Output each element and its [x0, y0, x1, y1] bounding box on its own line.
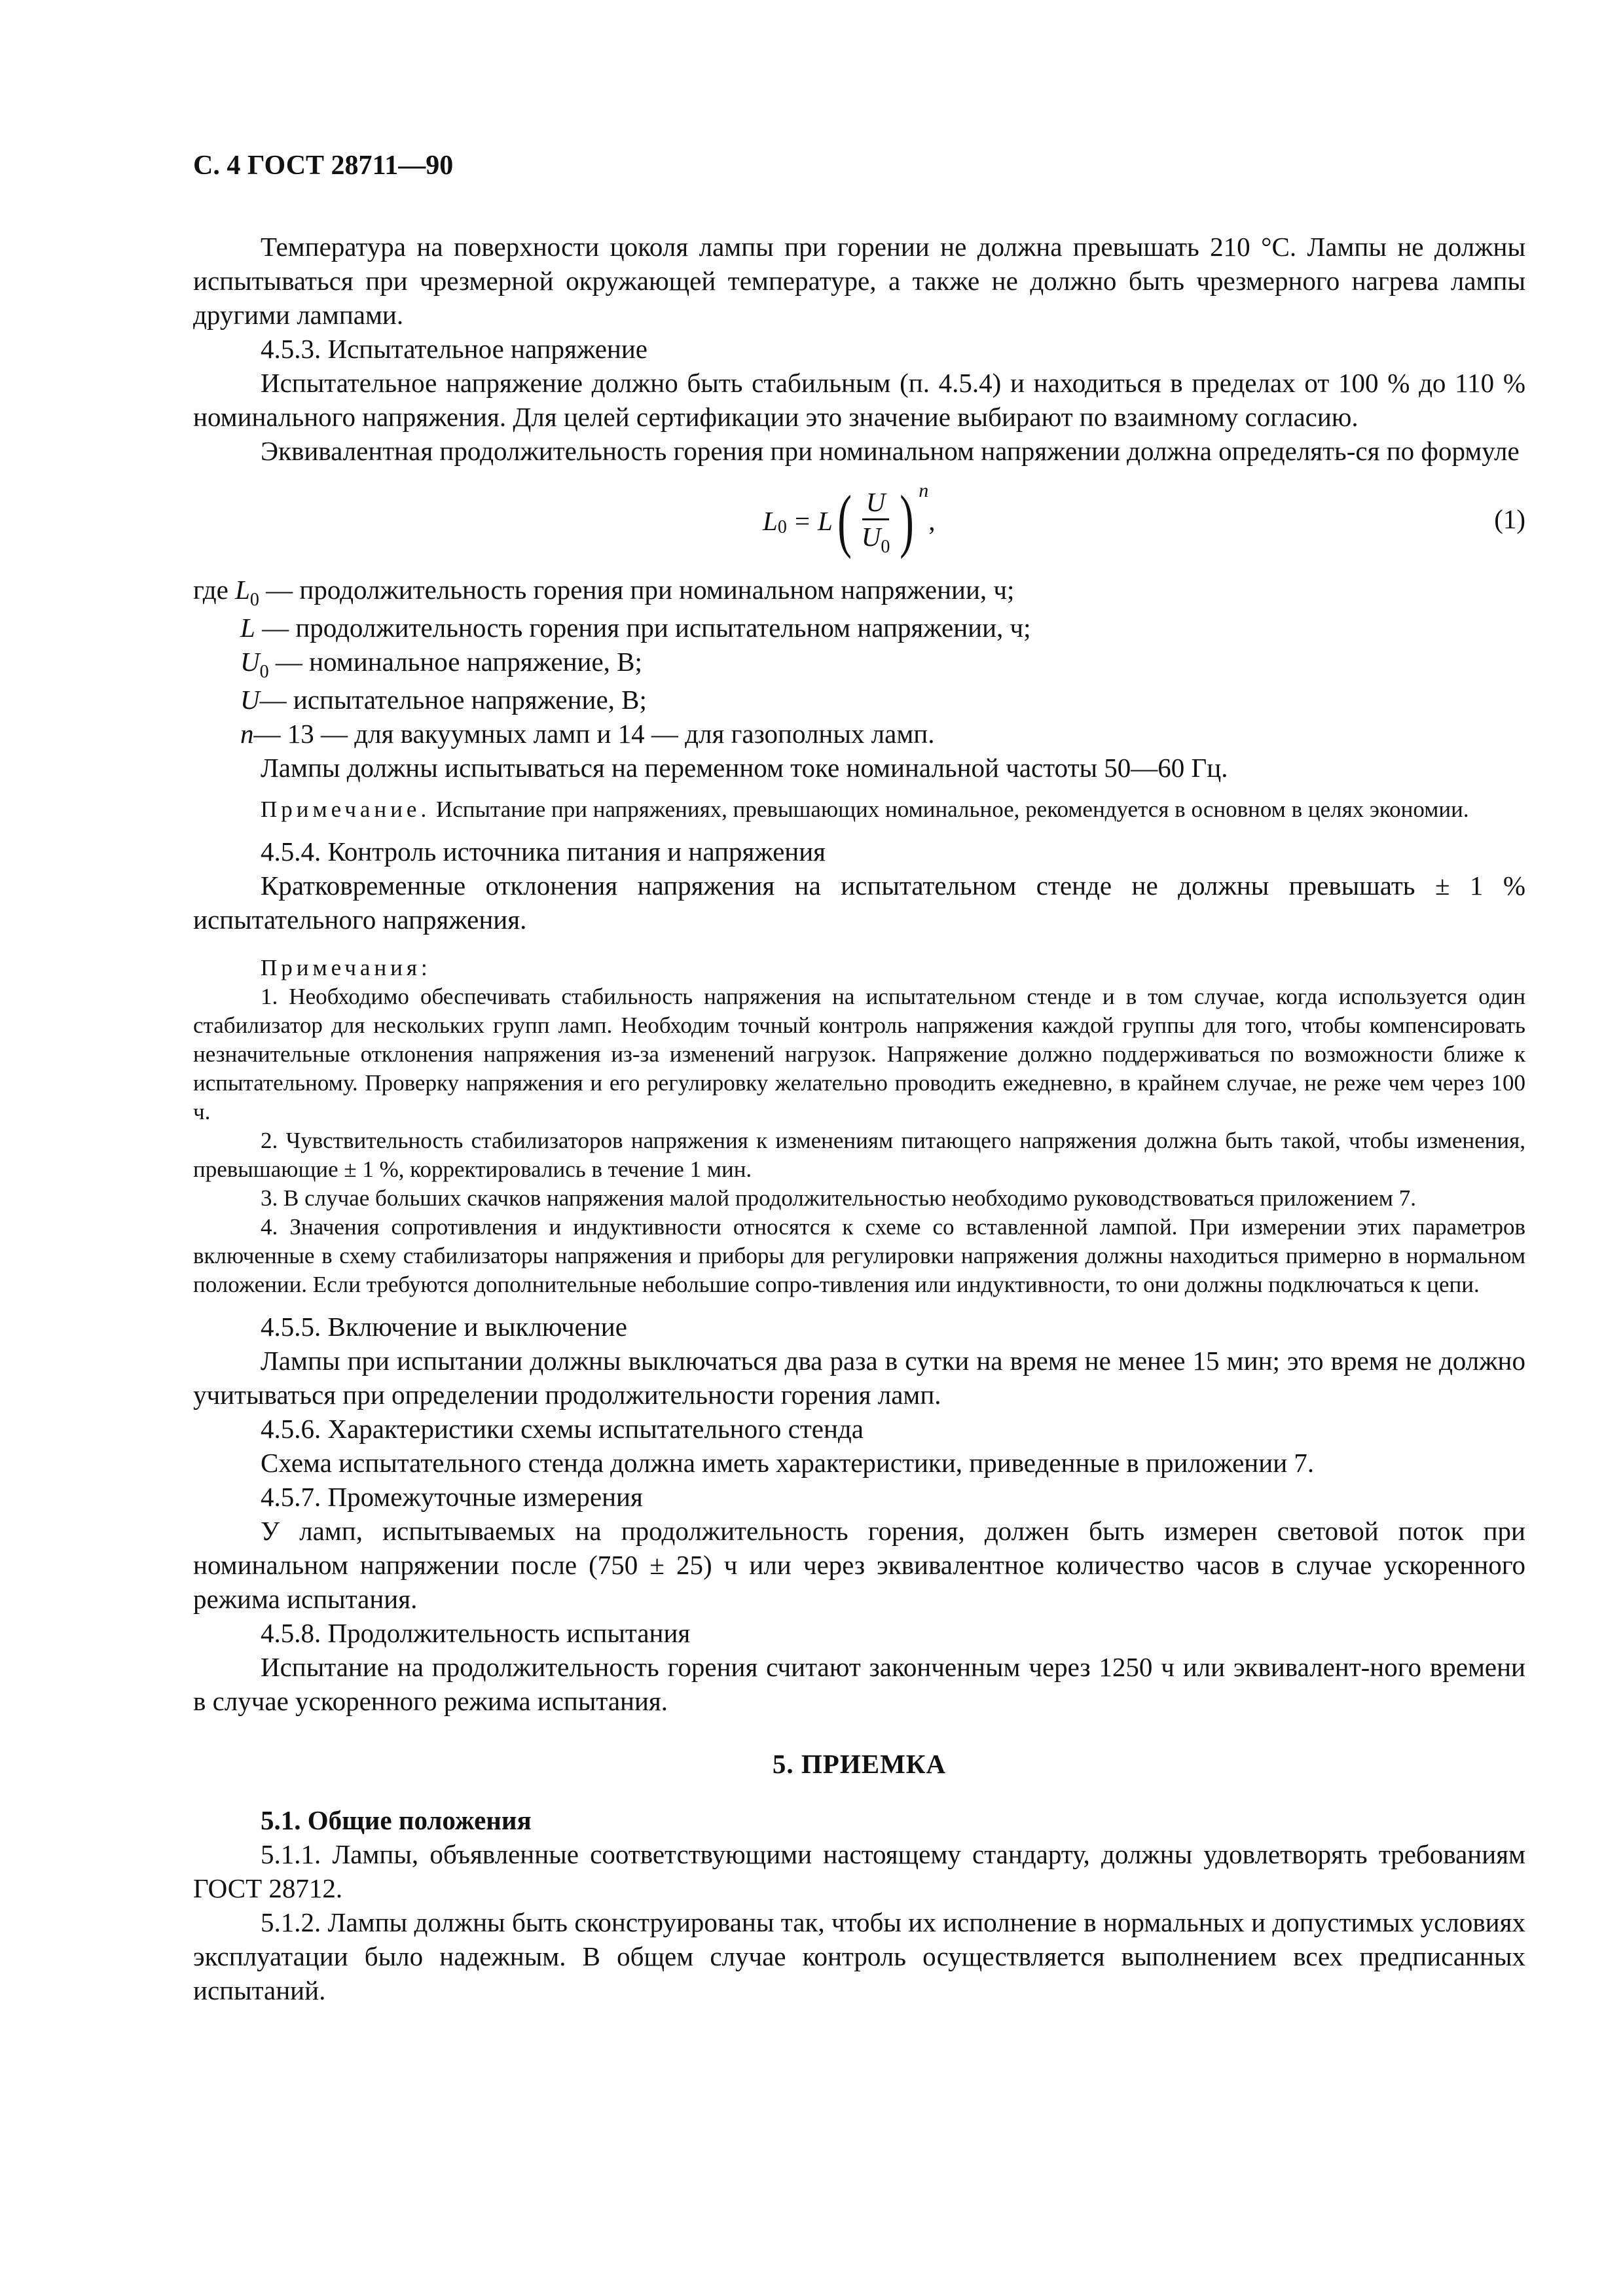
formula-denominator-subscript: 0	[881, 536, 890, 557]
paragraph-base-temperature: Температура на поверхности цоколя лампы при горении не должна превышать 210 °С. Лампы не должны испытываться при чрезмерной окружающей температуре, а также не должно быть чрезмерного нагрева лампы другими лампами.	[193, 232, 1525, 330]
formula-block	[193, 472, 1525, 570]
formula-lhs-subscript: 0	[777, 517, 787, 537]
section-5-title: 5. ПРИЕМКА	[772, 1749, 947, 1779]
paragraph-5-1-2: 5.1.2. Лампы должны быть сконструированы так, чтобы их исполнение в нормальных и допустимых условиях эксплуатации было надежным. В общем случае контроль осуществляется выполнением всех предписанных испытаний.	[193, 1907, 1525, 2005]
heading-4-5-8: 4.5.8. Продолжительность испытания	[261, 1618, 691, 1648]
heading-4-5-7: 4.5.7. Промежуточные измерения	[261, 1482, 643, 1512]
note-text: Испытание при напряжениях, превышающих номинальное, рекомендуется в основном в целях экономии.	[435, 797, 1469, 822]
formula-denominator: $U_0$	[861, 521, 890, 557]
formula-exponent: n	[919, 480, 929, 501]
paragraph-test-voltage: Испытательное напряжение должно быть стабильным (п. 4.5.4) и находиться в пределах от 100 % до 110 % номинального напряжения. Для целей сертификации это значение выбирают по взаимному согласию.	[193, 368, 1525, 432]
note-item-4: 4. Значения сопротивления и индуктивности относятся к схеме со вставленной лампой. При измерении этих параметров включенные в схему стабилизаторы напряжения и приборы для регулировки напряжения должны находиться примерно в нормальном положении. Если требуются дополнительные небольшие сопро-тивления или индуктивности, то они должны подключаться к цепи.	[193, 1214, 1525, 1297]
formula-1	[763, 472, 936, 570]
heading-4-5-6: 4.5.6. Характеристики схемы испытательного стенда	[261, 1414, 864, 1444]
formula-fraction	[858, 487, 894, 556]
formula-numerator: U	[862, 487, 890, 520]
definition-l: L — продолжительность горения при испытательном напряжении, ч;	[240, 613, 1031, 643]
paragraph-stand-characteristics: Схема испытательного стенда должна иметь характеристики, приведенные в приложении 7.	[261, 1448, 1315, 1478]
heading-4-5-5: 4.5.5. Включение и выключение	[261, 1312, 627, 1342]
note-item-3: 3. В случае больших скачков напряжения малой продолжительностью необходимо руководствоваться приложением 7.	[261, 1185, 1416, 1211]
formula-number: (1)	[1494, 504, 1525, 534]
notes-label: Примечания:	[261, 955, 431, 980]
paragraph-5-1-1: 5.1.1. Лампы, объявленные соответствующими настоящему стандарту, должны удовлетворять требованиям ГОСТ 28712.	[193, 1839, 1525, 1903]
document-page	[193, 147, 1525, 2007]
paragraph-voltage-deviation: Кратковременные отклонения напряжения на испытательном стенде не должны превышать ± 1 % испытательного напряжения.	[193, 870, 1525, 935]
definition-n: n— 13 — для вакуумных ламп и 14 — для газополных ламп.	[240, 719, 935, 749]
note-economy	[193, 795, 1525, 824]
definition-l0: где $L_0$ — продолжительность горения при номинальном напряжении, ч;	[193, 575, 1015, 610]
formula-l: L	[817, 506, 833, 536]
note-item-1: 1. Необходимо обеспечивать стабильность напряжения на испытательном стенде и в том случае, когда используется один стабилизатор для нескольких групп ламп. Необходим точный контроль напряжения каждой группы для того, чтобы компенсировать незначительные отклонения напряжения из-за изменений нагрузок. Напряжение должно поддерживаться по возможности ближе к испытательному. Проверку напряжения и его регулировку желательно проводить ежедневно, в крайнем случае, не реже чем через 100 ч.	[193, 984, 1525, 1124]
formula-left-paren: (	[837, 482, 852, 560]
heading-5-1: 5.1. Общие положения	[261, 1805, 532, 1835]
formula-right-paren: )	[900, 482, 915, 560]
paragraph-switching: Лампы при испытании должны выключаться два раза в сутки на время не менее 15 мин; это время не должно учитываться при определении продолжительности горения ламп.	[193, 1346, 1525, 1410]
page-header: С. 4 ГОСТ 28711—90	[193, 151, 454, 181]
definition-u0: $U_0$ — номинальное напряжение, В;	[240, 647, 642, 682]
note-label: Примечание.	[261, 797, 431, 822]
definition-u: U— испытательное напряжение, В;	[240, 685, 647, 715]
paragraph-intermediate-measurements: У ламп, испытываемых на продолжительность горения, должен быть измерен световой поток при номинальном напряжении после (750 ± 25) ч или через эквивалентное количество часов в случае ускоренного режима испытания.	[193, 1516, 1525, 1614]
formula-comma: ,	[928, 506, 936, 536]
heading-4-5-3: 4.5.3. Испытательное напряжение	[261, 334, 647, 364]
paragraph-alternating-current: Лампы должны испытываться на переменном токе номинальной частоты 50—60 Гц.	[261, 753, 1228, 783]
formula-definitions	[193, 573, 1525, 751]
heading-4-5-4: 4.5.4. Контроль источника питания и напряжения	[261, 836, 826, 867]
formula-equals: =	[794, 506, 810, 536]
formula-lhs: L	[763, 506, 778, 536]
paragraph-equivalent-duration: Эквивалентная продолжительность горения при номинальном напряжении должна определять-ся по формуле	[261, 436, 1520, 466]
paragraph-test-duration: Испытание на продолжительность горения считают законченным через 1250 ч или эквивалент-ного времени в случае ускоренного режима испытания.	[193, 1652, 1525, 1716]
note-item-2: 2. Чувствительность стабилизаторов напряжения к изменениям питающего напряжения должна быть такой, чтобы изменения, превышающие ± 1 %, корректировались в течение 1 мин.	[193, 1128, 1525, 1182]
